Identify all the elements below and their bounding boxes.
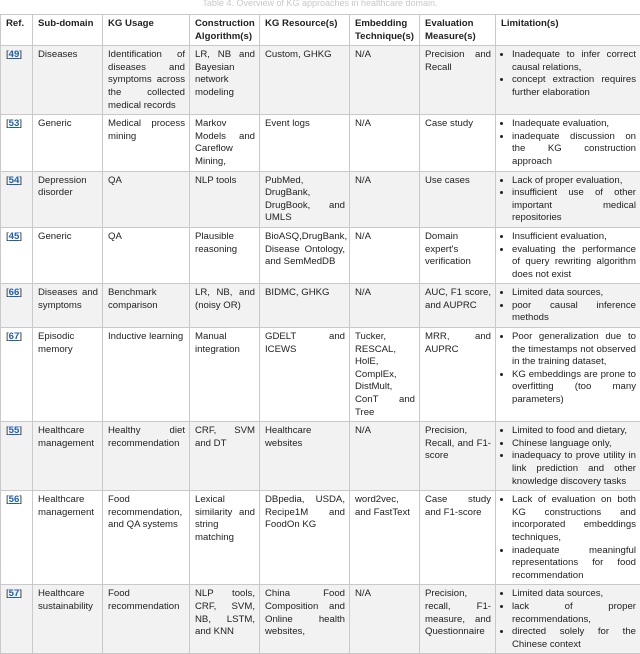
table-row bbox=[1, 422, 640, 491]
eval-cell: MRR, and AUPRC bbox=[420, 328, 496, 422]
res-cell: Event logs bbox=[260, 115, 350, 171]
algo-cell: Lexical similarity and string matching bbox=[190, 491, 260, 585]
limitation-item: • KG embeddings are prone to overfitting (too many parameters) bbox=[512, 369, 636, 407]
emb-cell: N/A bbox=[350, 115, 420, 171]
column-header: Ref. bbox=[1, 15, 33, 46]
emb-cell: N/A bbox=[350, 46, 420, 115]
limitations-cell bbox=[496, 284, 640, 328]
limitation-item: • insufficient use of other important medical repositories bbox=[512, 187, 636, 225]
table-row bbox=[1, 115, 640, 171]
reference-link[interactable]: 53 bbox=[9, 118, 20, 129]
ref-cell: [57] bbox=[1, 585, 33, 654]
limitations-cell bbox=[496, 46, 640, 115]
eval-cell: Precision, recall, F1-measure, and Questionnaire bbox=[420, 585, 496, 654]
emb-cell: N/A bbox=[350, 585, 420, 654]
usage-cell: Inductive learning bbox=[103, 328, 190, 422]
column-header: KG Usage bbox=[103, 15, 190, 46]
usage-cell: Healthy diet recommendation bbox=[103, 422, 190, 491]
ref-cell: [53] bbox=[1, 115, 33, 171]
table-row bbox=[1, 171, 640, 227]
usage-cell: Identification of diseases and symptoms across the collected medical records bbox=[103, 46, 190, 115]
algo-cell: CRF, SVM and DT bbox=[190, 422, 260, 491]
table-row bbox=[1, 328, 640, 422]
column-header: Evaluation Measure(s) bbox=[420, 15, 496, 46]
emb-cell: word2vec, and FastText bbox=[350, 491, 420, 585]
eval-cell: Domain expert's verification bbox=[420, 227, 496, 283]
column-header: Limitation(s) bbox=[496, 15, 640, 46]
table-row bbox=[1, 585, 640, 654]
algo-cell: NLP tools, CRF, SVM, NB, LSTM, and KNN bbox=[190, 585, 260, 654]
limitations-cell bbox=[496, 328, 640, 422]
limitations-cell bbox=[496, 491, 640, 585]
sub-cell: Healthcare sustainability bbox=[33, 585, 103, 654]
usage-cell: QA bbox=[103, 227, 190, 283]
res-cell: Healthcare websites bbox=[260, 422, 350, 491]
limitations-cell bbox=[496, 585, 640, 654]
limitation-item: • concept extraction requires further elaboration bbox=[512, 74, 636, 99]
reference-link[interactable]: 66 bbox=[9, 287, 20, 298]
ref-cell: [49] bbox=[1, 46, 33, 115]
emb-cell: N/A bbox=[350, 284, 420, 328]
eval-cell: Case study and F1-score bbox=[420, 491, 496, 585]
usage-cell: Food recommendation bbox=[103, 585, 190, 654]
algo-cell: NLP tools bbox=[190, 171, 260, 227]
column-header: KG Resource(s) bbox=[260, 15, 350, 46]
eval-cell: AUC, F1 score, and AUPRC bbox=[420, 284, 496, 328]
emb-cell: Tucker, RESCAL, HolE, ComplEx, DistMult, ConT and Tree bbox=[350, 328, 420, 422]
eval-cell: Case study bbox=[420, 115, 496, 171]
res-cell: BioASQ,DrugBank, Disease Ontology, and SemMedDB bbox=[260, 227, 350, 283]
reference-link[interactable]: 67 bbox=[9, 331, 20, 342]
limitation-item: • lack of proper recommendations, bbox=[512, 601, 636, 626]
column-header: Sub-domain bbox=[33, 15, 103, 46]
limitation-item: • inadequacy to prove utility in link prediction and other knowledge discovery tasks bbox=[512, 450, 636, 488]
usage-cell: Food recommendation, and QA systems bbox=[103, 491, 190, 585]
ref-cell: [56] bbox=[1, 491, 33, 585]
table-row bbox=[1, 227, 640, 283]
res-cell: Custom, GHKG bbox=[260, 46, 350, 115]
usage-cell: Benchmark comparison bbox=[103, 284, 190, 328]
usage-cell: QA bbox=[103, 171, 190, 227]
limitation-item: • Lack of evaluation on both KG constructions and incorporated embeddings techniques, bbox=[512, 494, 636, 544]
reference-link[interactable]: 49 bbox=[9, 49, 20, 60]
limitation-item: • inadequate meaningful representations for food recommendation bbox=[512, 545, 636, 583]
limitations-cell bbox=[496, 422, 640, 491]
sub-cell: Generic bbox=[33, 115, 103, 171]
reference-link[interactable]: 55 bbox=[9, 425, 20, 436]
usage-cell: Medical process mining bbox=[103, 115, 190, 171]
algo-cell: Manual integration bbox=[190, 328, 260, 422]
limitations-cell bbox=[496, 171, 640, 227]
table-row bbox=[1, 46, 640, 115]
res-cell: PubMed, DrugBank, DrugBook, and UMLS bbox=[260, 171, 350, 227]
reference-link[interactable]: 56 bbox=[9, 494, 20, 505]
sub-cell: Diseases and symptoms bbox=[33, 284, 103, 328]
limitation-item: • Insufficient evaluation, bbox=[512, 231, 636, 244]
limitation-item: • Chinese language only, bbox=[512, 438, 636, 451]
limitation-item: • Poor generalization due to the timestamps not observed in the training dataset, bbox=[512, 331, 636, 369]
ref-cell: [55] bbox=[1, 422, 33, 491]
ref-cell: [45] bbox=[1, 227, 33, 283]
kg-approaches-table bbox=[0, 14, 640, 654]
table-row bbox=[1, 491, 640, 585]
sub-cell: Diseases bbox=[33, 46, 103, 115]
eval-cell: Precision and Recall bbox=[420, 46, 496, 115]
table-caption: Table 4. Overview of KG approaches in healthcare domain. bbox=[0, 0, 640, 14]
ref-cell: [54] bbox=[1, 171, 33, 227]
reference-link[interactable]: 57 bbox=[9, 588, 20, 599]
res-cell: DBpedia, USDA, Recipe1M and FoodOn KG bbox=[260, 491, 350, 585]
sub-cell: Generic bbox=[33, 227, 103, 283]
column-header: Construction Algorithm(s) bbox=[190, 15, 260, 46]
limitations-cell bbox=[496, 227, 640, 283]
algo-cell: LR, NB, and (noisy OR) bbox=[190, 284, 260, 328]
limitation-item: • Limited data sources, bbox=[512, 287, 636, 300]
limitation-item: • Limited to food and dietary, bbox=[512, 425, 636, 438]
res-cell: GDELT and ICEWS bbox=[260, 328, 350, 422]
ref-cell: [66] bbox=[1, 284, 33, 328]
emb-cell: N/A bbox=[350, 227, 420, 283]
res-cell: China Food Composition and Online health websites, bbox=[260, 585, 350, 654]
limitation-item: • Limited data sources, bbox=[512, 588, 636, 601]
emb-cell: N/A bbox=[350, 422, 420, 491]
algo-cell: Plausible reasoning bbox=[190, 227, 260, 283]
limitations-cell bbox=[496, 115, 640, 171]
emb-cell: N/A bbox=[350, 171, 420, 227]
limitation-item: • evaluating the performance of query rewriting algorithm does not exist bbox=[512, 244, 636, 282]
header-row bbox=[1, 15, 640, 46]
limitation-item: • Lack of proper evaluation, bbox=[512, 175, 636, 188]
limitation-item: • directed solely for the Chinese context bbox=[512, 626, 636, 651]
reference-link[interactable]: 45 bbox=[9, 231, 20, 242]
limitation-item: • Inadequate to infer correct causal relations, bbox=[512, 49, 636, 74]
sub-cell: Healthcare management bbox=[33, 491, 103, 585]
sub-cell: Depression disorder bbox=[33, 171, 103, 227]
eval-cell: Precision, Recall, and F1-score bbox=[420, 422, 496, 491]
sub-cell: Episodic memory bbox=[33, 328, 103, 422]
limitation-item: • inadequate discussion on the KG construction approach bbox=[512, 131, 636, 169]
ref-cell: [67] bbox=[1, 328, 33, 422]
reference-link[interactable]: 54 bbox=[9, 175, 20, 186]
table-row bbox=[1, 284, 640, 328]
algo-cell: Markov Models and Careflow Mining, bbox=[190, 115, 260, 171]
sub-cell: Healthcare management bbox=[33, 422, 103, 491]
limitation-item: • poor causal inference methods bbox=[512, 300, 636, 325]
res-cell: BIDMC, GHKG bbox=[260, 284, 350, 328]
column-header: Embedding Technique(s) bbox=[350, 15, 420, 46]
eval-cell: Use cases bbox=[420, 171, 496, 227]
limitation-item: • Inadequate evaluation, bbox=[512, 118, 636, 131]
algo-cell: LR, NB and Bayesian network modeling bbox=[190, 46, 260, 115]
